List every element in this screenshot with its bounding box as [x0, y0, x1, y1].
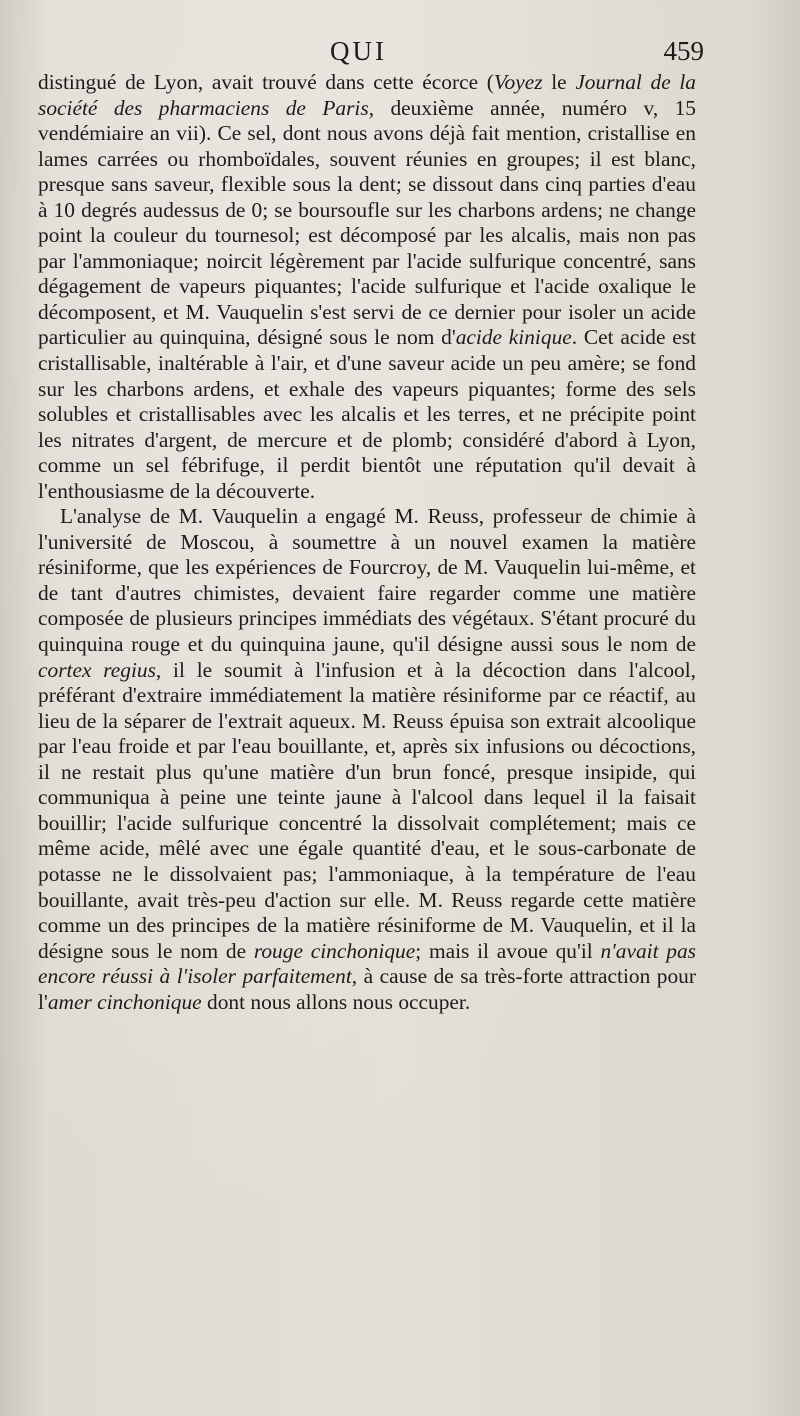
page-header: [40, 36, 704, 70]
text-segment: L'analyse de M. Vauquelin a engagé M. Reuss, professeur de chimie à l'université de Moscou, à soumettre à un nouvel examen la matière résiniforme, que les expériences de Fourcroy, de M. Vauquelin lui-même, et de tant d'autres chimistes, devaient faire regarder comme une matière composée de plusieurs principes immédiats des végétaux. S'étant procuré du quinquina rouge et du quinquina jaune, qu'il désigne aussi sous le nom de: [38, 504, 696, 657]
paragraph-2: [38, 504, 696, 1015]
page-number: 459: [663, 36, 704, 66]
text-segment-italic: cortex regius: [38, 657, 156, 682]
text-segment: dont nous allons nous occuper.: [201, 989, 471, 1014]
text-segment: , il le soumit à l'infusion et à la décoction dans l'alcool, préférant d'extraire immédiatement la matière résiniforme par ce réactif, au lieu de la séparer de l'extrait aqueux. M. Reuss épuisa son extrait alcoolique par l'eau froide et par l'eau bouillante, et, après six infusions ou décoctions, il ne restait plus qu'une matière d'un brun foncé, presque insipide, qui communiqua à peine une teinte jaune à l'alcool dans lequel il la faisait bouillir; l'acide sulfurique concentré la dissolvait complétement; mais ce même acide, mêlé avec une égale quantité d'eau, et le sous-carbonate de potasse ne le dissolvaient pas; l'ammoniaque, à la température de l'eau bouillante, avait très-peu d'action sur elle. M. Reuss regarde cette matière comme un des principes de la matière résiniforme de M. Vauquelin, et il la désigne sous le nom de: [38, 657, 696, 963]
text-segment: distingué de Lyon, avait trouvé dans cette écorce (: [38, 70, 494, 94]
text-segment-italic: Voyez: [493, 70, 543, 94]
text-segment-italic: amer cinchonique: [47, 989, 202, 1014]
paragraph-1: [38, 70, 696, 504]
text-segment-italic: Journal de la société des pharmaciens de Paris: [38, 70, 696, 120]
text-segment: le: [542, 70, 576, 94]
text-segment: , deuxième année, numéro v, 15 vendémiaire an vii). Ce sel, dont nous avons déjà fait mention, cristallise en lames carrées ou rhomboïdales, souvent réunies en groupes; il est blanc, presque sans saveur, flexible sous la dent; se dissout dans cinq parties d'eau à 10 degrés audessus de 0; se boursoufle sur les charbons ardens; ne change point la couleur du tournesol; est décomposé par les alcalis, mais non pas par l'ammoniaque; noircit légèrement par l'acide sulfurique concentré, sans dégagement de vapeurs piquantes; l'acide sulfurique et l'acide oxalique le décomposent, et M. Vauquelin s'est servi de ce dernier pour isoler un acide particulier au quinquina, désigné sous le nom d': [38, 95, 696, 350]
text-segment-italic: n'avait pas encore réussi à l'isoler parfaitement: [38, 938, 696, 989]
text-segment: . Cet acide est cristallisable, inaltérable à l'air, et d'une saveur acide un peu amère; se fond sur les charbons ardens, et exhale des vapeurs piquantes; forme des sels solubles et cristallisables avec les alcalis et les terres, et ne précipite point les nitrates d'argent, de mercure et de plomb; considéré d'abord à Lyon, comme un sel fébrifuge, il perdit bientôt une réputation qu'il devait à l'enthousiasme de la découverte.: [38, 325, 696, 503]
body-text: [38, 70, 696, 1015]
text-segment-italic: acide kinique: [455, 325, 572, 350]
running-title: QUI: [330, 36, 387, 66]
text-segment: , à cause de sa très-forte attraction pour l': [38, 964, 696, 1014]
text-segment-italic: rouge cinchonique: [253, 938, 416, 963]
text-segment: ; mais il avoue qu'il: [415, 938, 601, 963]
